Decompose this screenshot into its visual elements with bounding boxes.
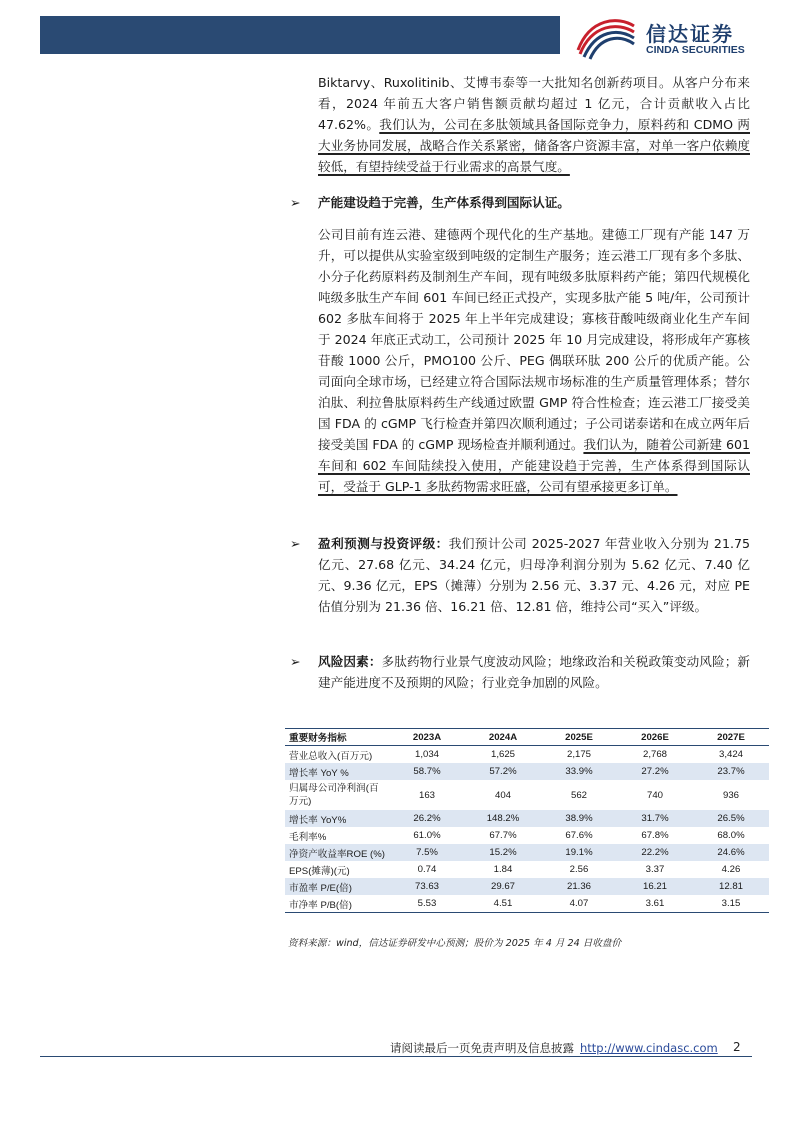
customers-text: Biktarvy、Ruxolitinib、艾博韦泰等一大批知名创新药项目。从客户分布来看，2024 年前五大客户销售额贡献均超过 1 亿元，合计贡献收入占比 47.62%。: [318, 75, 750, 132]
table-row: [285, 780, 769, 810]
table-cell: 21.36: [541, 878, 617, 895]
table-row: [285, 861, 769, 878]
table-cell: 22.2%: [617, 844, 693, 861]
table-cell: 68.0%: [717, 830, 745, 841]
forecast-text: 我们预计公司 2025-2027 年营业收入分别为 21.75 亿元、27.68 亿元、34.24 亿元，归母净利润分别为 5.62 亿元、7.40 亿元、9.36 亿元，EPS（摊薄）分别为 2.56 元、3.37 元、4.26 元，对应 PE 估值分别为 21.36 倍、16.21 倍、12.81 倍，维持公司“买入”评级。: [318, 536, 750, 614]
table-cell: 163: [418, 789, 435, 801]
capacity-text: 公司目前有连云港、建德两个现代化的生产基地。建德工厂现有产能 147 万升，可以提供从实验室级到吨级的定制生产服务；连云港工厂现有多个多肽、小分子化药原料药及制剂生产车间，现有吨级多肽原料药产能；第四代规模化吨级多肽生产车间 601 车间已经正式投产，实现多肽产能 5 吨/年，公司预计 602 多肽车间将于 2025 年上半年完成建设；寡核苷酸吨级商业化生产车间于 2024 年底正式动工，公司预计 2025 年 10 月完成建设，将形成年产寡核苷酸 1000 公斤，PMO100 公斤、PEG 偶联环肽 200 公斤的优质产能。公司面向全球市场，已经建立符合国际法规市场标准的生产质量管理体系；替尔泊肽、利拉鲁肽原料药生产线通过欧盟 GMP 符合性检查；连云港工厂接受美国 FDA 的 cGMP 飞行检查并第四次顺利通过；子公司诺泰诺和在成立两年后接受美国 FDA 的 cGMP 现场检查并顺利通过。: [318, 227, 750, 452]
table-cell: 2.56: [569, 864, 589, 875]
table-cell: 15.2%: [465, 844, 541, 861]
section-capacity-heading: [290, 192, 750, 213]
table-cell: 24.6%: [693, 844, 769, 861]
table-cell: 4.51: [465, 895, 541, 913]
table-cell: 3.15: [693, 895, 769, 913]
table-header-cell: 2027E: [693, 729, 769, 746]
table-cell: 67.8%: [641, 830, 669, 841]
logo-chinese-name: 信达证券: [646, 22, 734, 46]
table-cell: 3,424: [718, 749, 743, 760]
row-label: 增长率 YoY%: [285, 810, 389, 827]
table-cell: 27.2%: [617, 763, 693, 780]
table-cell: 61.0%: [413, 830, 441, 841]
table-cell: 73.63: [389, 878, 465, 895]
table-cell: 67.7%: [489, 830, 517, 841]
table-cell: 5.53: [389, 895, 465, 913]
table-header-cell: 重要财务指标: [285, 729, 389, 746]
footer-website-link[interactable]: http://www.cindasc.com: [580, 1041, 718, 1055]
financial-metrics-table: [285, 728, 769, 913]
table-cell: 562: [570, 789, 587, 801]
row-label: 毛利率%: [289, 831, 327, 843]
section-forecast: [290, 533, 750, 617]
table-cell: 2,768: [642, 749, 667, 760]
paragraph-capacity: [318, 224, 750, 497]
logo-english-name: CINDA SECURITIES: [646, 44, 745, 56]
section-capacity-title: 产能建设趋于完善，生产体系得到国际认证。: [318, 195, 570, 210]
row-label: 归属母公司净利润(百万元): [289, 783, 379, 807]
table-cell: 1,625: [490, 749, 515, 760]
footer-divider: [40, 1056, 752, 1057]
risk-text: 多肽药物行业景气度波动风险；地缘政治和关税政策变动风险；新建产能进度不及预期的风险；行业竞争加剧的风险。: [318, 654, 751, 690]
capacity-conclusion: 我们认为，随着公司新建 601 车间和 602 车间陆续投入使用，产能建设趋于完善，生产体系得到国际认可，受益于 GLP-1 多肽药物需求旺盛，公司有望承接更多订单。: [318, 437, 750, 494]
table-cell: 148.2%: [465, 810, 541, 827]
customers-conclusion: 我们认为，公司在多肽领域具备国际竞争力，原料药和 CDMO 两大业务协同发展，战略合作关系紧密，储备客户资源丰富，对单一客户依赖度较低，有望持续受益于行业需求的高景气度。: [318, 117, 750, 174]
table-cell: 58.7%: [389, 763, 465, 780]
table-cell: 1.84: [493, 864, 513, 875]
table-cell: 16.21: [617, 878, 693, 895]
table-cell: 67.6%: [565, 830, 593, 841]
row-label: 市净率 P/B(倍): [285, 895, 389, 913]
table-header-cell: 2024A: [465, 729, 541, 746]
table-cell: 26.5%: [693, 810, 769, 827]
table-cell: 740: [646, 789, 663, 801]
table-cell: 4.26: [721, 864, 741, 875]
table-cell: 23.7%: [693, 763, 769, 780]
table-cell: 31.7%: [617, 810, 693, 827]
table-cell: 1,034: [414, 749, 439, 760]
table-cell: 38.9%: [541, 810, 617, 827]
table-cell: 3.37: [645, 864, 665, 875]
page-footer: [390, 1040, 718, 1056]
table-row: [285, 895, 769, 913]
table-cell: 0.74: [417, 864, 437, 875]
bullet-arrow-icon: ➢: [290, 536, 301, 551]
paragraph-customers: [318, 72, 750, 177]
table-cell: 2,175: [566, 749, 591, 760]
page-number: 2: [733, 1040, 741, 1054]
table-row: [285, 763, 769, 780]
table-cell: 3.61: [617, 895, 693, 913]
table-row: [285, 827, 769, 844]
table-source-note: 资料来源：wind，信达证券研发中心预测；股价为 2025 年 4 月 24 日收盘价: [288, 938, 622, 949]
table-cell: 12.81: [693, 878, 769, 895]
table-header-row: [285, 729, 769, 746]
row-label: 营业总收入(百万元): [289, 750, 373, 762]
table-cell: 29.67: [465, 878, 541, 895]
table-cell: 26.2%: [389, 810, 465, 827]
forecast-title: 盈利预测与投资评级：: [318, 536, 449, 551]
table-cell: 936: [722, 789, 739, 801]
row-label: 净资产收益率ROE (%): [285, 844, 389, 861]
row-label: EPS(摊薄)(元): [289, 865, 350, 877]
table-row: [285, 746, 769, 764]
table-header-cell: 2025E: [541, 729, 617, 746]
table-row: [285, 844, 769, 861]
row-label: 市盈率 P/E(倍): [285, 878, 389, 895]
table-cell: 33.9%: [541, 763, 617, 780]
table-cell: 7.5%: [389, 844, 465, 861]
table-row: [285, 878, 769, 895]
table-cell: 19.1%: [541, 844, 617, 861]
row-label: 增长率 YoY %: [285, 763, 389, 780]
footer-disclaimer: 请阅读最后一页免责声明及信息披露: [390, 1041, 574, 1055]
header-band: [40, 16, 560, 54]
section-risk: [290, 651, 750, 693]
table-cell: 57.2%: [465, 763, 541, 780]
bullet-arrow-icon: ➢: [290, 195, 301, 210]
table-header-cell: 2023A: [389, 729, 465, 746]
cinda-logo-mark-icon: [574, 14, 638, 60]
risk-title: 风险因素：: [318, 654, 382, 669]
table-row: [285, 810, 769, 827]
bullet-arrow-icon: ➢: [290, 654, 301, 669]
table-cell: 4.07: [541, 895, 617, 913]
table-header-cell: 2026E: [617, 729, 693, 746]
cinda-logo: [574, 14, 774, 60]
table-cell: 404: [494, 789, 511, 801]
